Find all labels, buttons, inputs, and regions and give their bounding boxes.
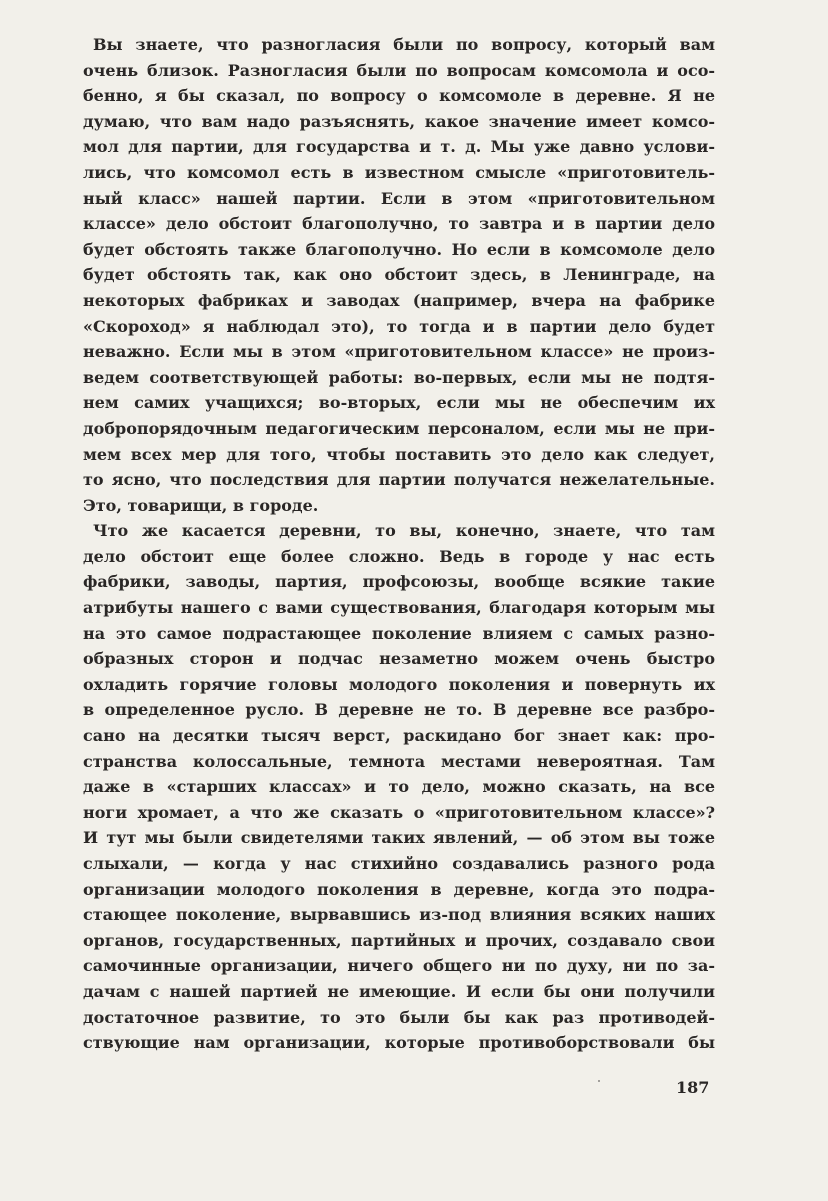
text-line: фабрики, заводы, партия, профсоюзы, вообще всякие такие [83,572,715,592]
text-line: на это самое подрастающее поколение влияем с самых разно- [83,623,715,643]
text-line: ствующие нам организации, которые противоборствовали бы [83,1033,715,1053]
paragraph-1 [83,32,715,518]
text-line: странства колоссальные, темнота местами невероятная. Там [83,751,715,771]
text-line: стающее поколение, вырвавшись из-под влияния всяких наших [83,905,715,925]
text-line: добропорядочным педагогическим персоналом, если мы не при- [83,418,715,438]
text-line: Вы знаете, что разногласия были по вопросу, который вам [93,35,715,54]
page-number: 187 [676,1078,710,1097]
text-line: некоторых фабриках и заводах (например, вчера на фабрике [83,290,715,310]
text-line: классе» дело обстоит благополучно, то завтра и в партии дело [83,214,715,234]
paper-speck [598,1080,600,1082]
paragraph-2 [83,518,715,1055]
text-line: неважно. Если мы в этом «приготовительном классе» не произ- [83,342,715,362]
text-line: И тут мы были свидетелями таких явлений, — об этом вы тоже [83,828,715,848]
text-line: нем самих учащихся; во-вторых, если мы не обеспечим их [83,393,715,413]
text-line: бенно, я бы сказал, по вопросу о комсомоле в деревне. Я не [83,86,715,106]
text-line: мол для партии, для государства и т. д. Мы уже давно услови- [83,137,715,157]
text-line: ведем соответствующей работы: во-первых, если мы не подтя- [83,367,715,387]
text-line: Что же касается деревни, то вы, конечно, знаете, что там [93,521,715,541]
body-text [83,32,715,1056]
text-line: лись, что комсомол есть в известном смысле «приготовитель- [83,162,715,182]
text-line: будет обстоять так, как оно обстоит здесь, в Ленинграде, на [83,265,715,285]
text-line: сано на десятки тысяч верст, раскидано бог знает как: про- [83,726,715,746]
text-line: дачам с нашей партией не имеющие. И если бы они получили [83,981,715,1001]
text-line: то ясно, что последствия для партии получатся нежелательные. [83,470,715,490]
text-line: органов, государственных, партийных и прочих, создавало свои [83,930,715,950]
text-line: в определенное русло. В деревне не то. В деревне все разбро- [83,700,715,720]
text-line: даже в «старших классах» и то дело, можно сказать, на все [83,777,715,797]
text-line: Это, товарищи, в городе. [83,495,319,515]
text-line: очень близок. Разногласия были по вопросам комсомола и осо- [83,60,715,80]
text-line: охладить горячие головы молодого поколения и повернуть их [83,674,715,694]
text-line: думаю, что вам надо разъяснять, какое значение имеет комсо- [83,111,715,131]
text-line: ный класс» нашей партии. Если в этом «приготовительном [83,188,715,208]
text-line: ноги хромает, а что же сказать о «приготовительном классе»? [83,802,715,822]
text-line: «Скороход» я наблюдал это), то тогда и в партии дело будет [83,316,715,336]
text-line: образных сторон и подчас незаметно можем очень быстро [83,649,715,669]
text-line: атрибуты нашего с вами существования, благодаря которым мы [83,598,715,618]
text-line: организации молодого поколения в деревне, когда это подра- [83,879,715,899]
text-line: самочинные организации, ничего общего ни по духу, ни по за- [83,956,715,976]
text-line: достаточное развитие, то это были бы как раз противодей- [83,1007,715,1027]
text-line: будет обстоять также благополучно. Но если в комсомоле дело [83,239,715,259]
text-line: мем всех мер для того, чтобы поставить это дело как следует, [83,444,715,464]
text-line: дело обстоит еще более сложно. Ведь в городе у нас есть [83,546,715,566]
text-line: слыхали, — когда у нас стихийно создавались разного рода [83,854,715,873]
